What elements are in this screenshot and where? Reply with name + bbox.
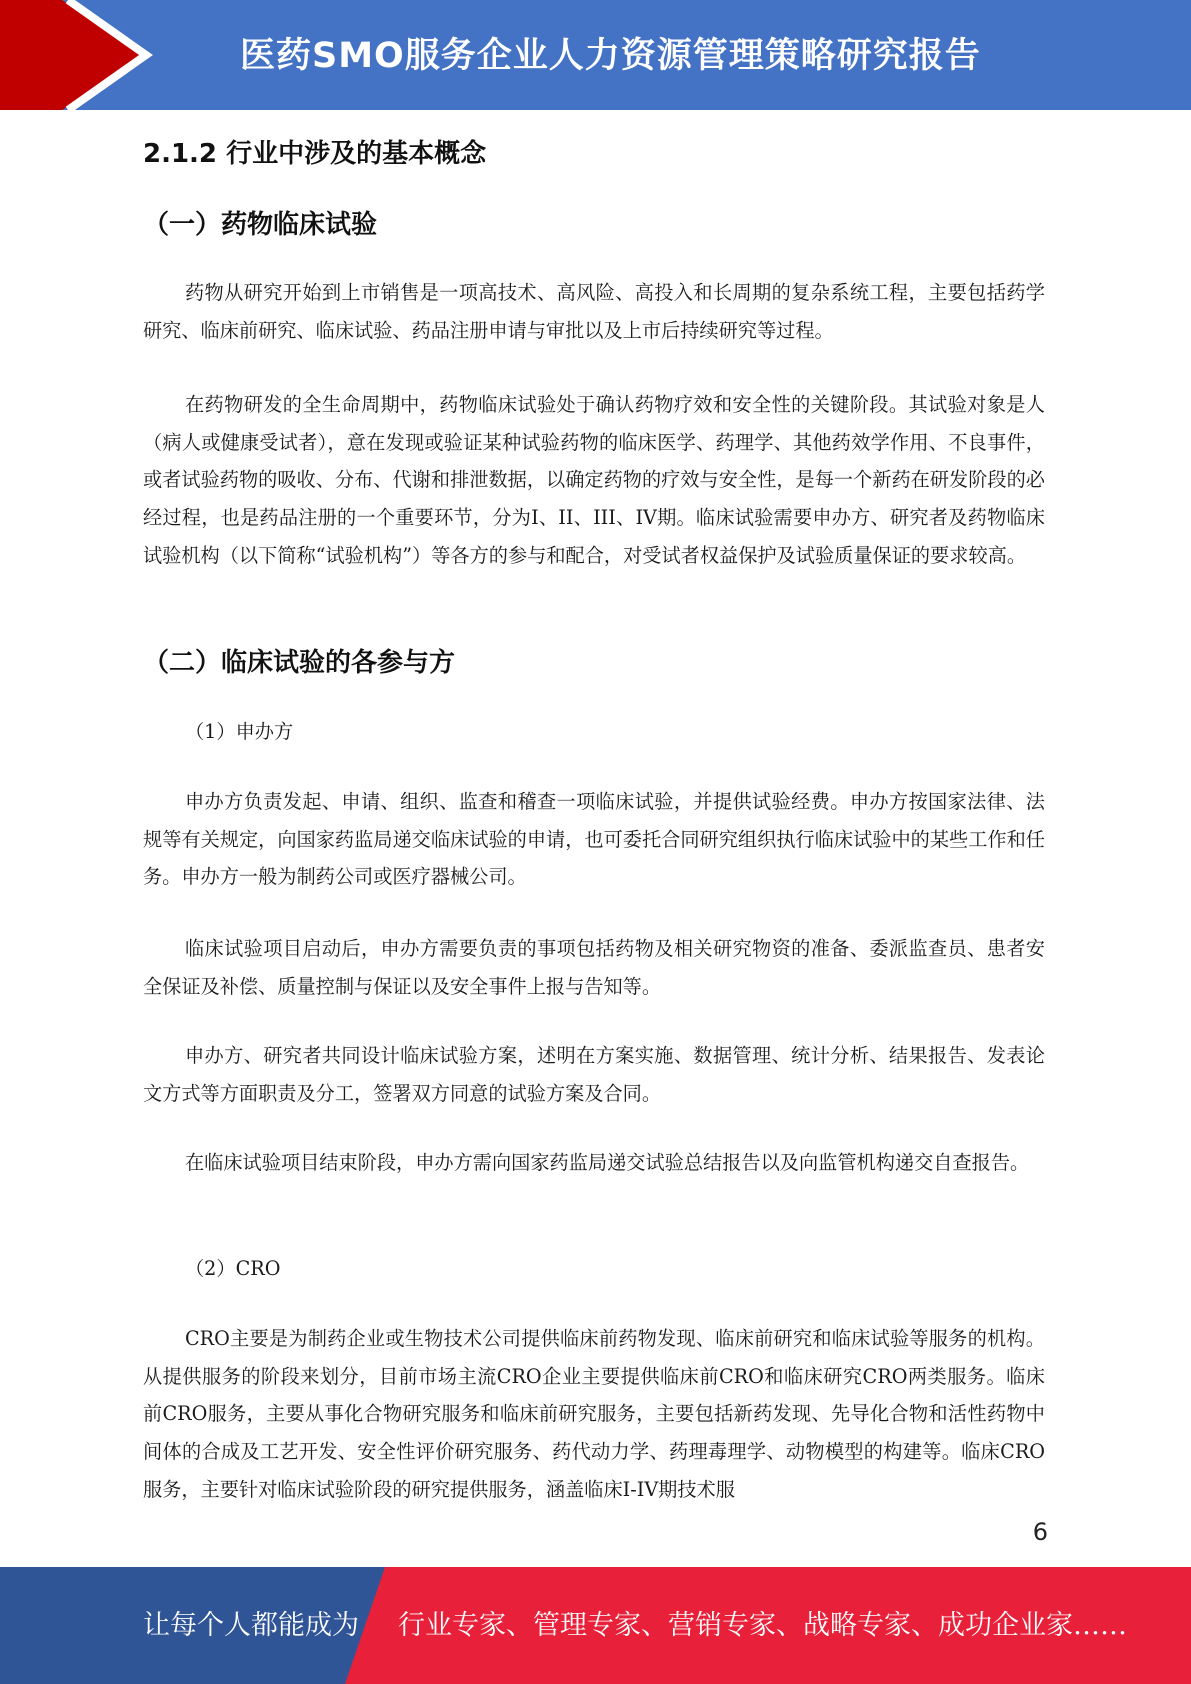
page-header (0, 0, 1191, 110)
footer-slogan-right: 行业专家、管理专家、营销专家、战略专家、成功企业家…… (398, 1610, 1127, 1641)
paragraph: 申办方、研究者共同设计临床试验方案，述明在方案实施、数据管理、统计分析、结果报告、发表论文方式等方面职责及分工，签署双方同意的试验方案及合同。 (143, 1044, 1045, 1105)
paragraph: 在药物研发的全生命周期中，药物临床试验处于确认药物疗效和安全性的关键阶段。其试验对象是人（病人或健康受试者），意在发现或验证某种试验药物的临床医学、药理学、其他药效学作用、不良事件，或者试验药物的吸收、分布、代谢和排泄数据，以确定药物的疗效与安全性，是每一个新药在研发阶段的必经过程，也是药品注册的一个重要环节，分为I、II、III、IV期。临床试验需要申办方、研究者及药物临床试验机构（以下简称“试验机构”）等各方的参与和配合，对受试者权益保护及试验质量保证的要求较高。 (143, 393, 1045, 567)
paragraph: 药物从研究开始到上市销售是一项高技术、高风险、高投入和长周期的复杂系统工程，主要包括药学研究、临床前研究、临床试验、药品注册申请与审批以及上市后持续研究等过程。 (143, 281, 1045, 342)
report-title: 医药SMO服务企业人力资源管理策略研究报告 (240, 36, 981, 76)
subsection-heading-1: （一）药物临床试验 (143, 210, 378, 240)
paragraph: 临床试验项目启动后，申办方需要负责的事项包括药物及相关研究物资的准备、委派监查员、患者安全保证及补偿、质量控制与保证以及安全事件上报与告知等。 (143, 937, 1045, 998)
paragraph: 申办方负责发起、申请、组织、监查和稽查一项临床试验，并提供试验经费。申办方按国家法律、法规等有关规定，向国家药监局递交临床试验的申请，也可委托合同研究组织执行临床试验中的某些工作和任务。申办方一般为制药公司或医疗器械公司。 (143, 790, 1045, 889)
page-footer (0, 1567, 1191, 1684)
subsection-heading-2: （二）临床试验的各参与方 (143, 648, 456, 678)
item-label-cro: （2）CRO (185, 1257, 281, 1280)
item-label-sponsor: （1）申办方 (185, 720, 294, 743)
section-heading: 2.1.2 行业中涉及的基本概念 (143, 139, 487, 169)
paragraph: CRO主要是为制药企业或生物技术公司提供临床前药物发现、临床前研究和临床试验等服务的机构。从提供服务的阶段来划分，目前市场主流CRO企业主要提供临床前CRO和临床研究CRO两类服务。临床前CRO服务，主要从事化合物研究服务和临床前研究服务，主要包括新药发现、先导化合物和活性药物中间体的合成及工艺开发、安全性评价研究服务、药代动力学、药理毒理学、动物模型的构建等。临床CRO服务，主要针对临床试验阶段的研究提供服务，涵盖临床I-IV期技术服 (143, 1327, 1045, 1501)
page-number: 6 (1032, 1518, 1048, 1546)
paragraph: 在临床试验项目结束阶段，申办方需向国家药监局递交试验总结报告以及向监管机构递交自查报告。 (185, 1151, 1030, 1174)
footer-slogan-left: 让每个人都能成为 (143, 1610, 359, 1641)
